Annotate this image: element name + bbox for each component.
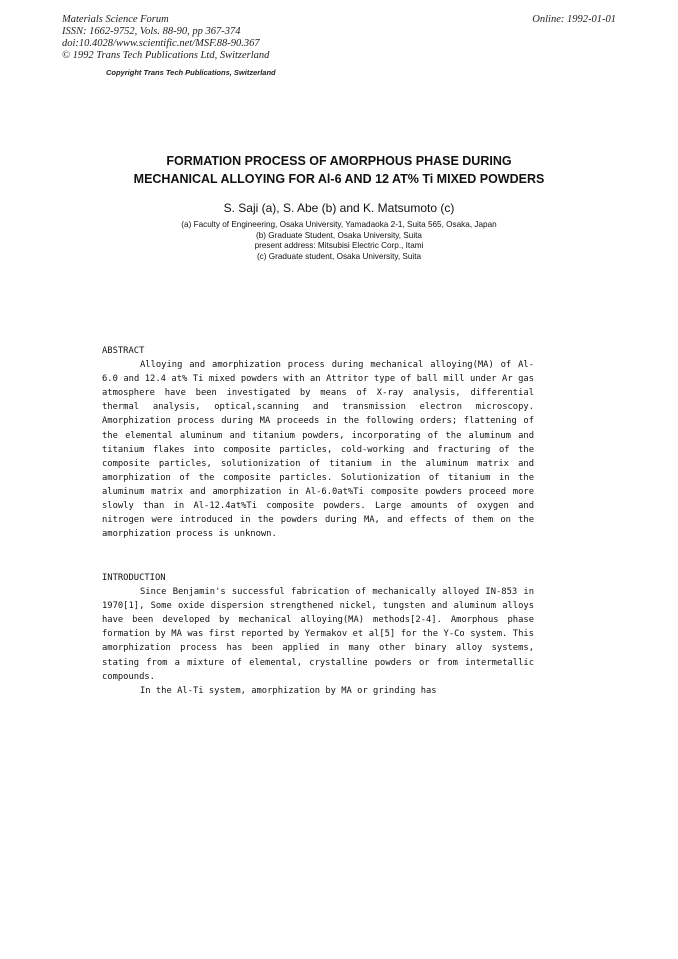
introduction-paragraph-2: In the Al-Ti system, amorphization by MA or grinding has — [140, 685, 437, 696]
affiliation-c: (c) Graduate student, Osaka University, Suita — [256, 251, 422, 261]
affiliation-b-address: present address: Mitsubisi Electric Corp., Itami — [254, 241, 424, 250]
journal-meta — [62, 14, 269, 62]
online-date: Online: 1992-01-01 — [532, 14, 616, 25]
abstract-section — [102, 344, 534, 541]
journal-name: Materials Science Forum — [62, 14, 169, 25]
affiliation-a: (a) Faculty of Engineering, Osaka University, Yamadaoka 2-1, Suita 565, Osaka, Japan — [181, 220, 497, 229]
introduction-paragraph-1: Since Benjamin's successful fabrication of mechanically alloyed IN-853 in 1970[1], Some oxide dispersion strengthened nickel, tungsten and aluminum alloys have been developed by mechanical alloying(MA) methods[2-4]. Amorphous phase formation by MA was first reported by Yermakov et al[5] for the Y-Co system. This amorphization process has been applied in many other binary alloy systems, stating from a mixture of elemental, crystalline powders or from intermetallic compounds. — [102, 587, 534, 682]
abstract-paragraph: Alloying and amorphization process during mechanical alloying(MA) of Al-6.0 and 12.4 at% Ti mixed powders with an Attritor type of ball mill under Ar gas atmosphere have been investigated by means of X-ray analysis, differential thermal analysis, optical,scanning and transmission electron microscopy. Amorphization process during MA proceeds in the following orders; flattening of the elemental aluminum and titanium powders, incorporating of the aluminum and titanium flakes into composite particles, cold-working and fracturing of the composite particles, solutionization of titanium in the aluminum matrix and amorphization of the composite particles. Solutionization of titanium in the aluminum matrix and amorphization in Al-6.0at%Ti composite powders proceed more slowly than in Al-12.4at%Ti composite powders. Large amounts of oxygen and nitrogen were introduced in the powders during MA, and effects of them on the amorphization process is unknown. — [102, 360, 534, 540]
paper-title — [0, 152, 678, 188]
introduction-heading: INTRODUCTION — [102, 573, 166, 583]
title-line-2: MECHANICAL ALLOYING FOR Al-6 AND 12 AT% Ti MIXED POWDERS — [133, 172, 545, 186]
publisher-line: © 1992 Trans Tech Publications Ltd, Switzerland — [62, 50, 270, 61]
title-line-1: FORMATION PROCESS OF AMORPHOUS PHASE DURING — [166, 154, 512, 168]
author-list: S. Saji (a), S. Abe (b) and K. Matsumoto (c) — [223, 201, 455, 215]
issn-line: ISSN: 1662-9752, Vols. 88-90, pp 367-374 — [62, 26, 241, 37]
doi-line: doi:10.4028/www.scientific.net/MSF.88-90.367 — [62, 38, 260, 49]
affiliation-b: (b) Graduate Student, Osaka University, Suita — [256, 230, 422, 240]
introduction-section — [102, 571, 534, 698]
abstract-heading: ABSTRACT — [102, 346, 145, 356]
affiliations — [0, 220, 678, 262]
copyright-notice: Copyright Trans Tech Publications, Switzerland — [106, 68, 276, 77]
